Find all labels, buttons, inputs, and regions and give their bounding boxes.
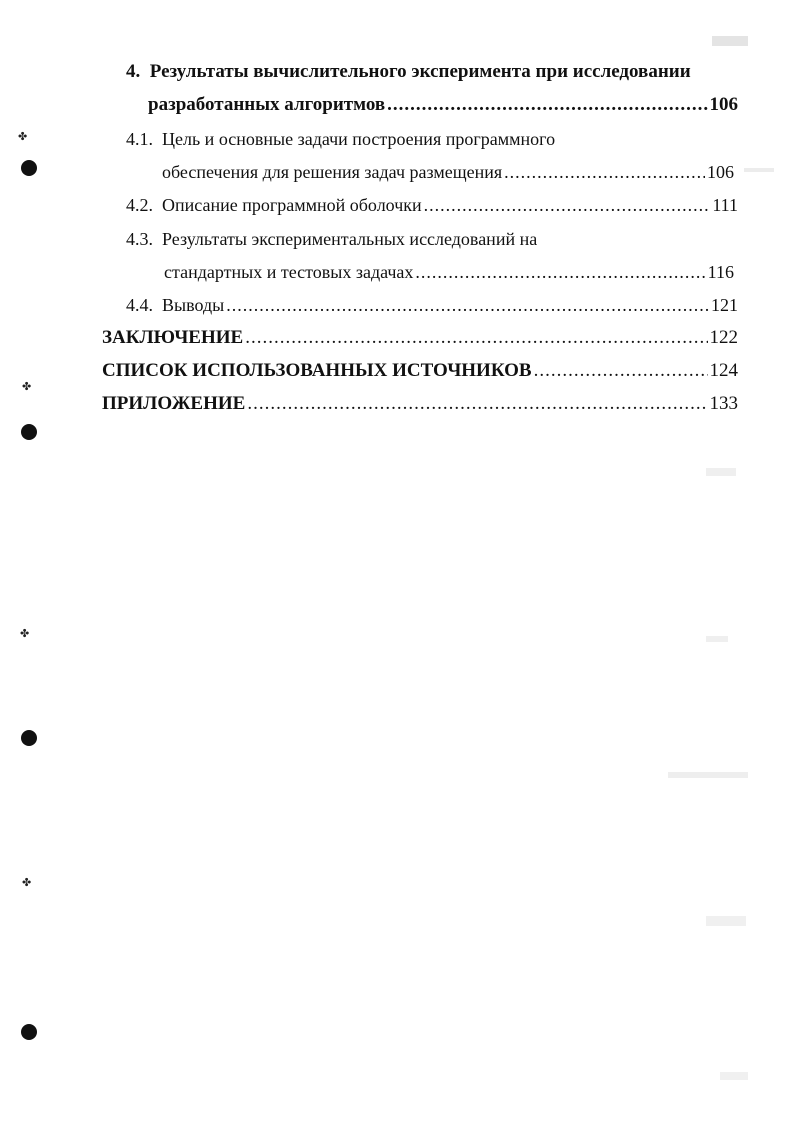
toc-section-4-line-2 xyxy=(148,93,738,117)
toc-leader-dots xyxy=(534,359,708,383)
toc-number: 4.3. xyxy=(126,229,153,249)
toc-section-4-2 xyxy=(126,193,738,217)
scan-speck xyxy=(744,168,774,172)
toc-title: ЗАКЛЮЧЕНИЕ xyxy=(102,327,244,348)
toc-conclusion xyxy=(102,326,738,350)
toc-section-4-3-line-1 xyxy=(126,227,746,251)
toc-appendix xyxy=(102,392,738,416)
toc-leader-dots xyxy=(245,326,707,350)
toc-leader-dots xyxy=(424,193,711,217)
binder-clip-mark-icon: ✤ xyxy=(22,380,32,393)
toc-number: 4.1. xyxy=(126,129,153,149)
toc-title: обеспечения для решения задач размещения xyxy=(162,162,503,182)
toc-page-number: 121 xyxy=(711,295,738,315)
toc-title: разработанных алгоритмов xyxy=(148,94,386,115)
scan-speck xyxy=(706,916,746,926)
toc-title: стандартных и тестовых задачах xyxy=(164,262,414,282)
punch-hole xyxy=(21,160,37,176)
toc-leader-dots xyxy=(247,392,707,416)
punch-hole xyxy=(21,730,37,746)
toc-page-number: 106 xyxy=(709,94,738,115)
toc-page-number: 124 xyxy=(709,360,738,381)
toc-number: 4. xyxy=(126,61,141,82)
toc-section-4-1-line-2 xyxy=(162,160,734,184)
toc-number: 4.2. xyxy=(126,195,153,215)
scan-speck xyxy=(706,636,728,642)
toc-page-number: 133 xyxy=(709,393,738,414)
scan-speck xyxy=(720,1072,748,1080)
toc-title: Результаты экспериментальных исследований на xyxy=(162,229,538,249)
toc-title: СПИСОК ИСПОЛЬЗОВАННЫХ ИСТОЧНИКОВ xyxy=(102,360,532,381)
toc-section-4-line-1 xyxy=(126,60,746,84)
binder-clip-mark-icon: ✤ xyxy=(22,876,32,889)
toc-leader-dots xyxy=(387,93,707,117)
toc-number: 4.4. xyxy=(126,295,153,315)
toc-title: Выводы xyxy=(162,295,225,315)
toc-section-4-3-line-2 xyxy=(164,260,734,284)
toc-references xyxy=(102,359,738,383)
toc-leader-dots xyxy=(415,260,705,284)
scan-speck xyxy=(706,468,736,476)
toc-page-number: 106 xyxy=(707,162,734,182)
toc-title: ПРИЛОЖЕНИЕ xyxy=(102,393,246,414)
punch-hole xyxy=(21,424,37,440)
binder-clip-mark-icon: ✤ xyxy=(20,627,30,640)
scan-speck xyxy=(668,772,748,778)
toc-section-4-4 xyxy=(126,293,738,317)
toc-leader-dots xyxy=(504,160,705,184)
toc-title: Цель и основные задачи построения программного xyxy=(162,129,556,149)
toc-page-number: 116 xyxy=(707,262,734,282)
scan-speck xyxy=(712,36,748,46)
binder-clip-mark-icon: ✤ xyxy=(18,130,28,143)
toc-leader-dots xyxy=(226,293,709,317)
punch-hole xyxy=(21,1024,37,1040)
toc-title: Описание программной оболочки xyxy=(162,195,422,215)
toc-page-number: 111 xyxy=(712,195,738,215)
toc-section-4-1-line-1 xyxy=(126,127,746,151)
toc-title: Результаты вычислительного эксперимента при исследовании xyxy=(149,61,691,82)
toc-page-number: 122 xyxy=(709,327,738,348)
